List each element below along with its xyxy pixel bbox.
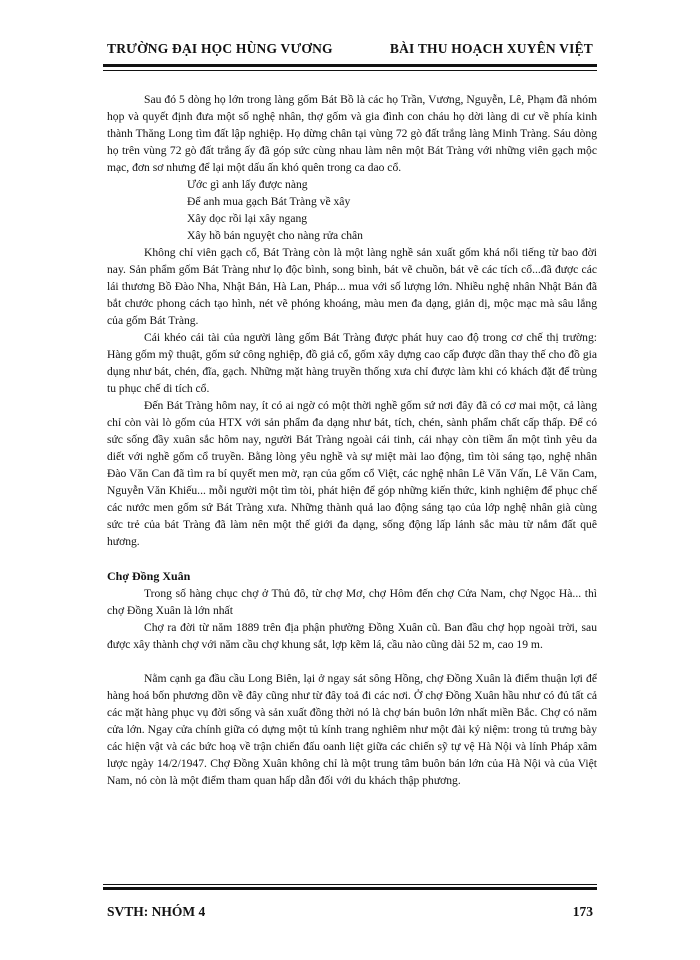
header-university: TRƯỜNG ĐẠI HỌC HÙNG VƯƠNG <box>107 41 333 56</box>
paragraph-artisans: Đến Bát Tràng hôm nay, ít có ai ngờ có một thời nghề gốm sứ nơi đây đã có cơ mai một, cả làng chỉ còn vài lò gốm của HTX với sản phẩm đa dạng như bát, tích, chén, sành phẩm chất cấp thấp. Để có sức sống đầy xuân sắc hôm nay, người Bát Tràng ngoài cái tinh, cái nhạy còn tiềm ẩn một tình yêu da diết với nghề gốm cổ truyền. Bằng lòng yêu nghề và sự miệt mài lao động, tìm tòi sáng tạo, nghệ nhân Đào Văn Can đã tìm ra bí quyết men mờ, rạn của gốm cổ Việt, các nghệ nhân Lê Văn Vấn, Lê Văn Cam, Nguyễn Văn Khiếu... mỗi người một tìm tòi, phát hiện để góp những kiến thức, kinh nghiệm để phục chế các nước men gốm sứ Bát Tràng xưa. Những thành quả lao động sáng tạo của lớp nghệ nhân già cùng sức trẻ của bát Tràng đã làm nên một thế giới đa dạng, sống động lấp lánh sắc màu từ nắm đất quê hương. <box>107 399 597 548</box>
page-header <box>107 41 593 57</box>
page-footer <box>107 904 593 920</box>
page-body <box>107 91 597 789</box>
poem-line: Xây hồ bán nguyệt cho nàng rửa chân <box>187 229 363 242</box>
footer-author: SVTH: NHÓM 4 <box>107 904 206 919</box>
header-report-title: BÀI THU HOẠCH XUYÊN VIỆT <box>389 41 593 56</box>
page-number: 173 <box>572 904 593 919</box>
section-heading: Chợ Đồng Xuân <box>107 569 191 583</box>
paragraph-market-economy: Cái khéo cái tài của người làng gốm Bát Tràng được phát huy cao độ trong cơ chế thị trường: Hàng gốm mỹ thuật, gốm sứ công nghiệp, đồ giả cổ, gốm xây dựng cao cấp được dần thay thế cho đồ gia dụng như bát, chén, đĩa, gạch. Những mặt hàng truyền thống xưa chỉ được làm khi có khách đặt để trùng tu phục chế di tích cổ. <box>107 331 597 395</box>
poem-line: Xây dọc rồi lại xây ngang <box>187 212 308 225</box>
poem-line: Để anh mua gạch Bát Tràng về xây <box>187 195 351 208</box>
paragraph-dong-xuan-location: Nằm cạnh ga đầu cầu Long Biên, lại ở ngay sát sông Hồng, chợ Đồng Xuân là điểm thuận lợi để hàng hoá bốn phương dồn về đây cũng như từ đây toả đi các nơi. Ở chợ Đồng Xuân hầu như có đủ tất cả các mặt hàng phục vụ đời sống và sản xuất đồng thời nó là chợ bán buôn lớn nhất miền Bắc. Chợ có năm cửa lớn. Ngay cửa chính giữa có dựng một tủ kính trang nghiêm như một đài kỷ niệm: trong tủ trưng bày các hiện vật và các bức hoạ về trận chiến đấu oanh liệt giữa các chiến sỹ tự vệ Hà Nội và lính Pháp xâm lược ngày 14/2/1947. Chợ Đồng Xuân không chỉ là một trung tâm buôn bán lớn của Hà Nội và của Việt Nam, nó còn là một điểm tham quan hấp dẫn đối với du khách thập phương. <box>107 672 597 787</box>
paragraph-bat-trang-origin: Sau đó 5 dòng họ lớn trong làng gốm Bát Bồ là các họ Trần, Vương, Nguyễn, Lê, Phạm đã nhóm họp và quyết định đưa một số nghệ nhân, thợ gốm và gia đình con cháu họ dời làng di cư về phía kinh thành Thăng Long tìm đất lập nghiệp. Họ dừng chân tại vùng 72 gò đất trắng làng Minh Tràng. Sáu dòng họ trên vùng 72 gò đất trắng ấy đã góp sức cùng nhau làm nên một Bát Tràng với những viên gạch mộc mạc, đơn sơ nhưng để lại một dấu ấn khó quên trong ca dao cổ. <box>107 93 597 174</box>
folk-poem <box>187 176 597 244</box>
paragraph-gap <box>107 653 597 670</box>
paragraph-bat-trang-fame: Không chỉ viên gạch cổ, Bát Tràng còn là một làng nghề sản xuất gốm khá nổi tiếng từ bao đời nay. Sản phẩm gốm Bát Tràng như lọ độc bình, song bình, bát vẽ chuồn, bát vẽ các tích cổ...đã được các lái thương Bồ Đào Nha, Nhật Bản, Hà Lan, Pháp... mua với số lượng lớn. Nhiều nghệ nhân Nhật Bản đã bắt chước phong cách tạo hình, nét vẽ phóng khoáng, màu men đa dạng, giản dị, mộc mạc mà sâu lắng của gốm Bát Tràng. <box>107 246 597 327</box>
footer-rule <box>103 884 597 890</box>
paragraph-dong-xuan-intro: Trong số hàng chục chợ ở Thủ đô, từ chợ Mơ, chợ Hôm đến chợ Cửa Nam, chợ Ngọc Hà... thì chợ Đồng Xuân là lớn nhất <box>107 587 597 617</box>
header-rule <box>103 64 597 71</box>
paragraph-dong-xuan-history: Chợ ra đời từ năm 1889 trên địa phận phường Đồng Xuân cũ. Ban đầu chợ họp ngoài trời, sau được xây thành chợ với năm cầu chợ khung sắt, lợp kẽm lá, cầu nào cũng dài 52 m, cao 19 m. <box>107 621 597 651</box>
poem-line: Ước gì anh lấy được nàng <box>187 178 308 191</box>
